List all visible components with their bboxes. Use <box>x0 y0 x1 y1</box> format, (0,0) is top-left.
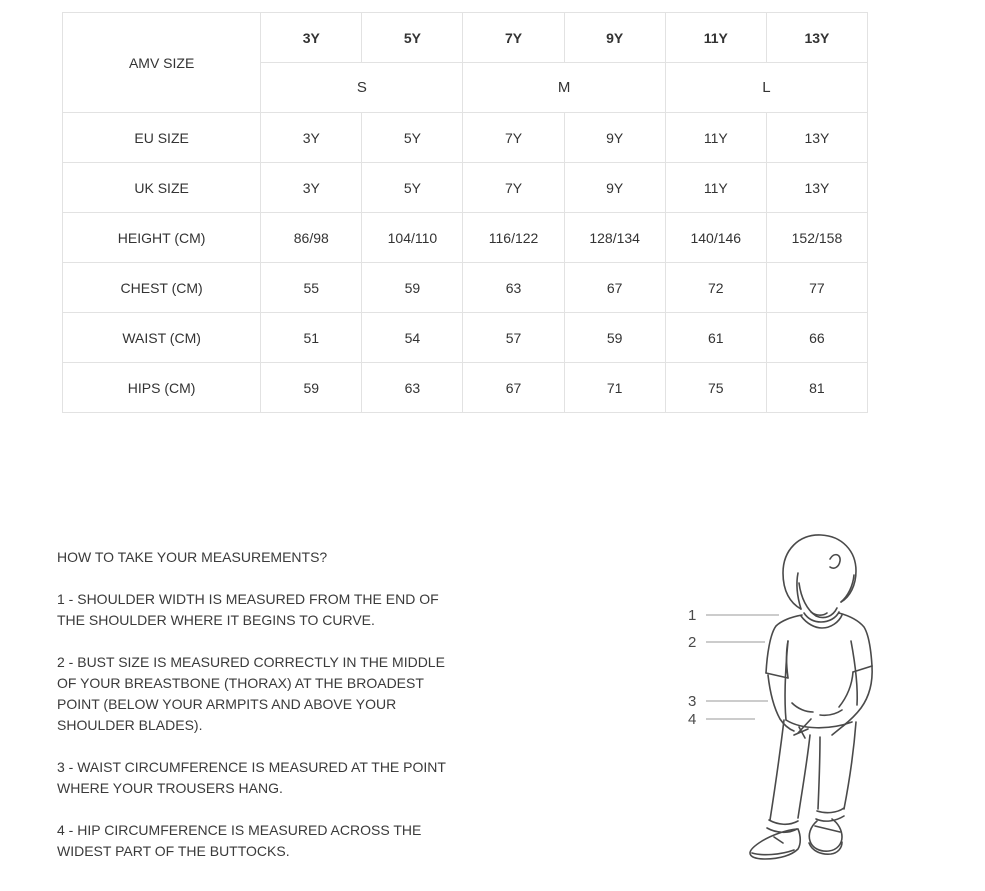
column-header-7y: 7Y <box>463 13 564 63</box>
cell-chest-5y: 59 <box>362 263 463 313</box>
size-group-s: S <box>261 63 463 113</box>
cell-eu-3y: 3Y <box>261 113 362 163</box>
cell-height-11y: 140/146 <box>665 213 766 263</box>
row-label-chest: CHEST (CM) <box>63 263 261 313</box>
column-header-3y: 3Y <box>261 13 362 63</box>
instruction-line: SHOULDER BLADES). <box>57 717 203 733</box>
cell-height-9y: 128/134 <box>564 213 665 263</box>
row-label-uk-size: UK SIZE <box>63 163 261 213</box>
callout-hips <box>688 711 755 728</box>
instruction-line: 1 - SHOULDER WIDTH IS MEASURED FROM THE END OF <box>57 591 439 607</box>
callout-4-label: 4 <box>688 711 697 728</box>
callout-1-label: 1 <box>688 607 697 624</box>
instruction-line: 4 - HIP CIRCUMFERENCE IS MEASURED ACROSS THE <box>57 822 422 838</box>
cell-chest-9y: 67 <box>564 263 665 313</box>
cell-uk-9y: 9Y <box>564 163 665 213</box>
cell-uk-7y: 7Y <box>463 163 564 213</box>
cell-waist-3y: 51 <box>261 313 362 363</box>
cell-hips-5y: 63 <box>362 363 463 413</box>
cell-chest-3y: 55 <box>261 263 362 313</box>
instruction-bust <box>57 652 512 736</box>
column-header-11y: 11Y <box>665 13 766 63</box>
cell-height-5y: 104/110 <box>362 213 463 263</box>
table-row-hips <box>63 363 868 413</box>
table-row-chest <box>63 263 868 313</box>
instruction-line: 3 - WAIST CIRCUMFERENCE IS MEASURED AT THE POINT <box>57 759 446 775</box>
cell-waist-9y: 59 <box>564 313 665 363</box>
row-label-eu-size: EU SIZE <box>63 113 261 163</box>
instruction-shoulder <box>57 589 512 631</box>
callout-shoulder <box>688 607 779 624</box>
instruction-line: 2 - BUST SIZE IS MEASURED CORRECTLY IN THE MIDDLE <box>57 654 445 670</box>
cell-eu-13y: 13Y <box>766 113 867 163</box>
cell-chest-7y: 63 <box>463 263 564 313</box>
callout-chest <box>688 634 765 651</box>
table-row-height <box>63 213 868 263</box>
row-label-hips: HIPS (CM) <box>63 363 261 413</box>
instruction-line: POINT (BELOW YOUR ARMPITS AND ABOVE YOUR <box>57 696 397 712</box>
cell-waist-13y: 66 <box>766 313 867 363</box>
column-header-5y: 5Y <box>362 13 463 63</box>
cell-eu-11y: 11Y <box>665 113 766 163</box>
row-label-height: HEIGHT (CM) <box>63 213 261 263</box>
row-label-waist: WAIST (CM) <box>63 313 261 363</box>
column-header-9y: 9Y <box>564 13 665 63</box>
cell-height-3y: 86/98 <box>261 213 362 263</box>
callout-2-label: 2 <box>688 634 697 651</box>
cell-height-13y: 152/158 <box>766 213 867 263</box>
instruction-line: WIDEST PART OF THE BUTTOCKS. <box>57 843 290 859</box>
table-row-waist <box>63 313 868 363</box>
cell-chest-11y: 72 <box>665 263 766 313</box>
cell-uk-3y: 3Y <box>261 163 362 213</box>
table-row-age-header <box>63 13 868 63</box>
cell-hips-9y: 71 <box>564 363 665 413</box>
instruction-waist <box>57 757 512 799</box>
cell-eu-7y: 7Y <box>463 113 564 163</box>
cell-chest-13y: 77 <box>766 263 867 313</box>
instruction-hip <box>57 820 512 862</box>
cell-uk-13y: 13Y <box>766 163 867 213</box>
cell-uk-11y: 11Y <box>665 163 766 213</box>
instruction-line: OF YOUR BREASTBONE (THORAX) AT THE BROADEST <box>57 675 424 691</box>
cell-waist-11y: 61 <box>665 313 766 363</box>
cell-hips-13y: 81 <box>766 363 867 413</box>
callout-3-label: 3 <box>688 693 697 710</box>
table-row-uk-size <box>63 163 868 213</box>
figure-drawing <box>750 535 872 859</box>
cell-hips-7y: 67 <box>463 363 564 413</box>
instruction-line: WHERE YOUR TROUSERS HANG. <box>57 780 283 796</box>
child-figure-illustration <box>680 523 915 883</box>
cell-eu-9y: 9Y <box>564 113 665 163</box>
instruction-line: THE SHOULDER WHERE IT BEGINS TO CURVE. <box>57 612 375 628</box>
callout-waist <box>688 693 768 710</box>
size-chart-table <box>62 12 868 413</box>
size-group-l: L <box>665 63 867 113</box>
cell-hips-13y: 75 <box>665 363 766 413</box>
amv-size-header: AMV SIZE <box>63 13 261 113</box>
cell-eu-5y: 5Y <box>362 113 463 163</box>
cell-height-7y: 116/122 <box>463 213 564 263</box>
column-header-13y: 13Y <box>766 13 867 63</box>
cell-waist-7y: 57 <box>463 313 564 363</box>
cell-hips-3y: 59 <box>261 363 362 413</box>
size-group-m: M <box>463 63 665 113</box>
cell-waist-5y: 54 <box>362 313 463 363</box>
table-row-eu-size <box>63 113 868 163</box>
instructions-title: HOW TO TAKE YOUR MEASUREMENTS? <box>57 549 328 565</box>
cell-uk-5y: 5Y <box>362 163 463 213</box>
measurement-instructions <box>57 547 512 883</box>
